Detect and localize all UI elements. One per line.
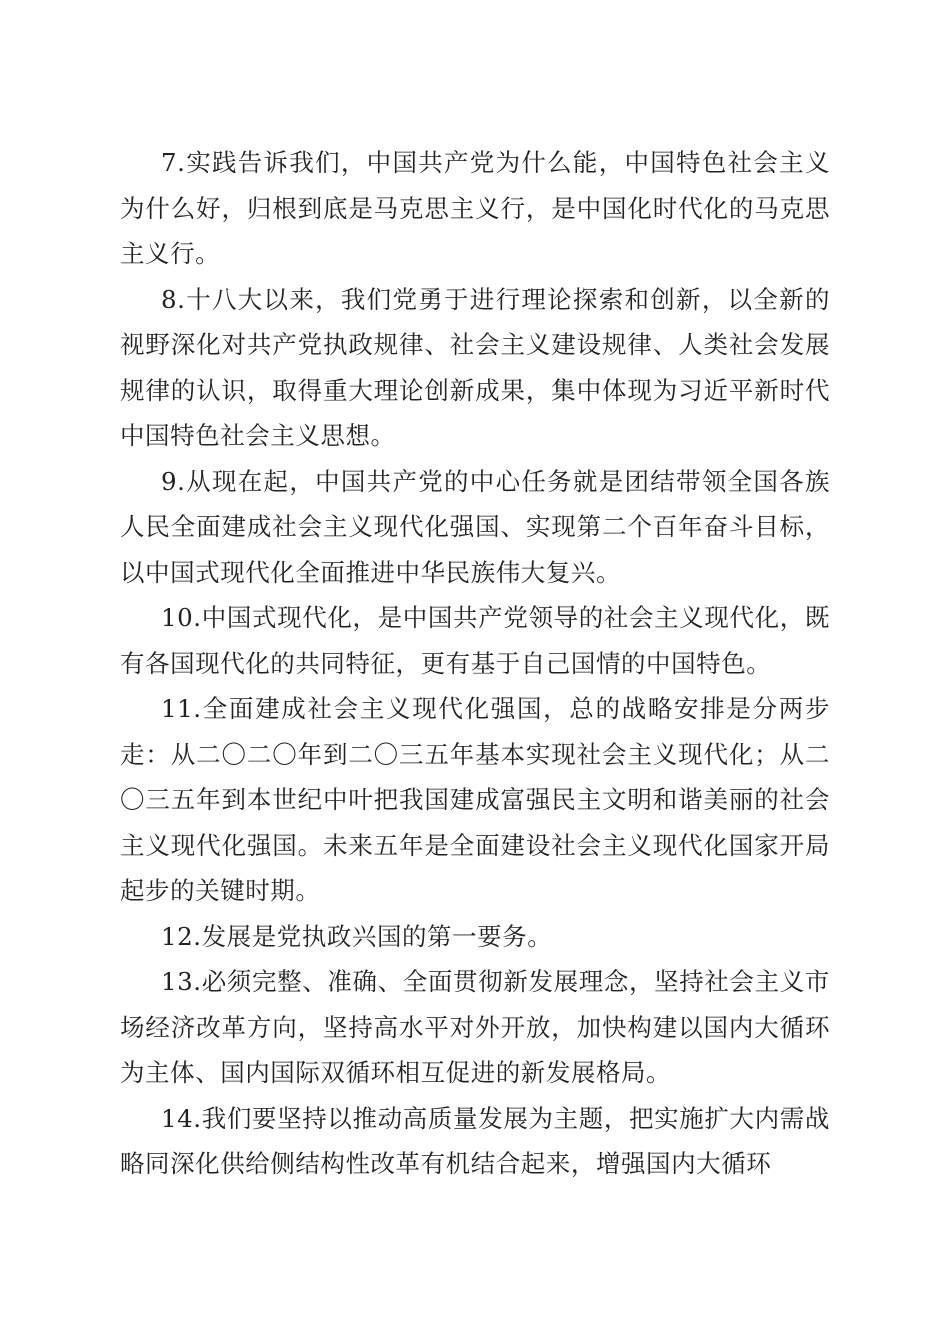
- paragraph-13: 13.必须完整、准确、全面贯彻新发展理念，坚持社会主义市场经济改革方向，坚持高水平对外开放，加快构建以国内大循环为主体、国内国际双循环相互促进的新发展格局。: [120, 967, 830, 1087]
- paragraph-7: 7.实践告诉我们，中国共产党为什么能，中国特色社会主义为什么好，归根到底是马克思主义行，是中国化时代化的马克思主义行。: [120, 148, 830, 268]
- document-page: [120, 140, 830, 1187]
- paragraph-12: 12.发展是党执政兴国的第一要务。: [161, 921, 553, 951]
- paragraph-11: 11.全面建成社会主义现代化强国，总的战略安排是分两步走：从二〇二〇年到二〇三五年基本实现社会主义现代化；从二〇三五年到本世纪中叶把我国建成富强民主文明和谐美丽的社会主义现代化强国。未来五年是全面建设社会主义现代化国家开局起步的关键时期。: [120, 694, 830, 905]
- paragraph-8: 8.十八大以来，我们党勇于进行理论探索和创新，以全新的视野深化对共产党执政规律、社会主义建设规律、人类社会发展规律的认识，取得重大理论创新成果，集中体现为习近平新时代中国特色社会主义思想。: [120, 284, 830, 450]
- paragraph-10: 10.中国式现代化，是中国共产党领导的社会主义现代化，既有各国现代化的共同特征，更有基于自己国情的中国特色。: [120, 603, 830, 678]
- paragraph-14: 14.我们要坚持以推动高质量发展为主题，把实施扩大内需战略同深化供给侧结构性改革有机结合起来，增强国内大循环: [120, 1103, 830, 1178]
- paragraph-9: 9.从现在起，中国共产党的中心任务就是团结带领全国各族人民全面建成社会主义现代化强国、实现第二个百年奋斗目标，以中国式现代化全面推进中华民族伟大复兴。: [120, 466, 830, 587]
